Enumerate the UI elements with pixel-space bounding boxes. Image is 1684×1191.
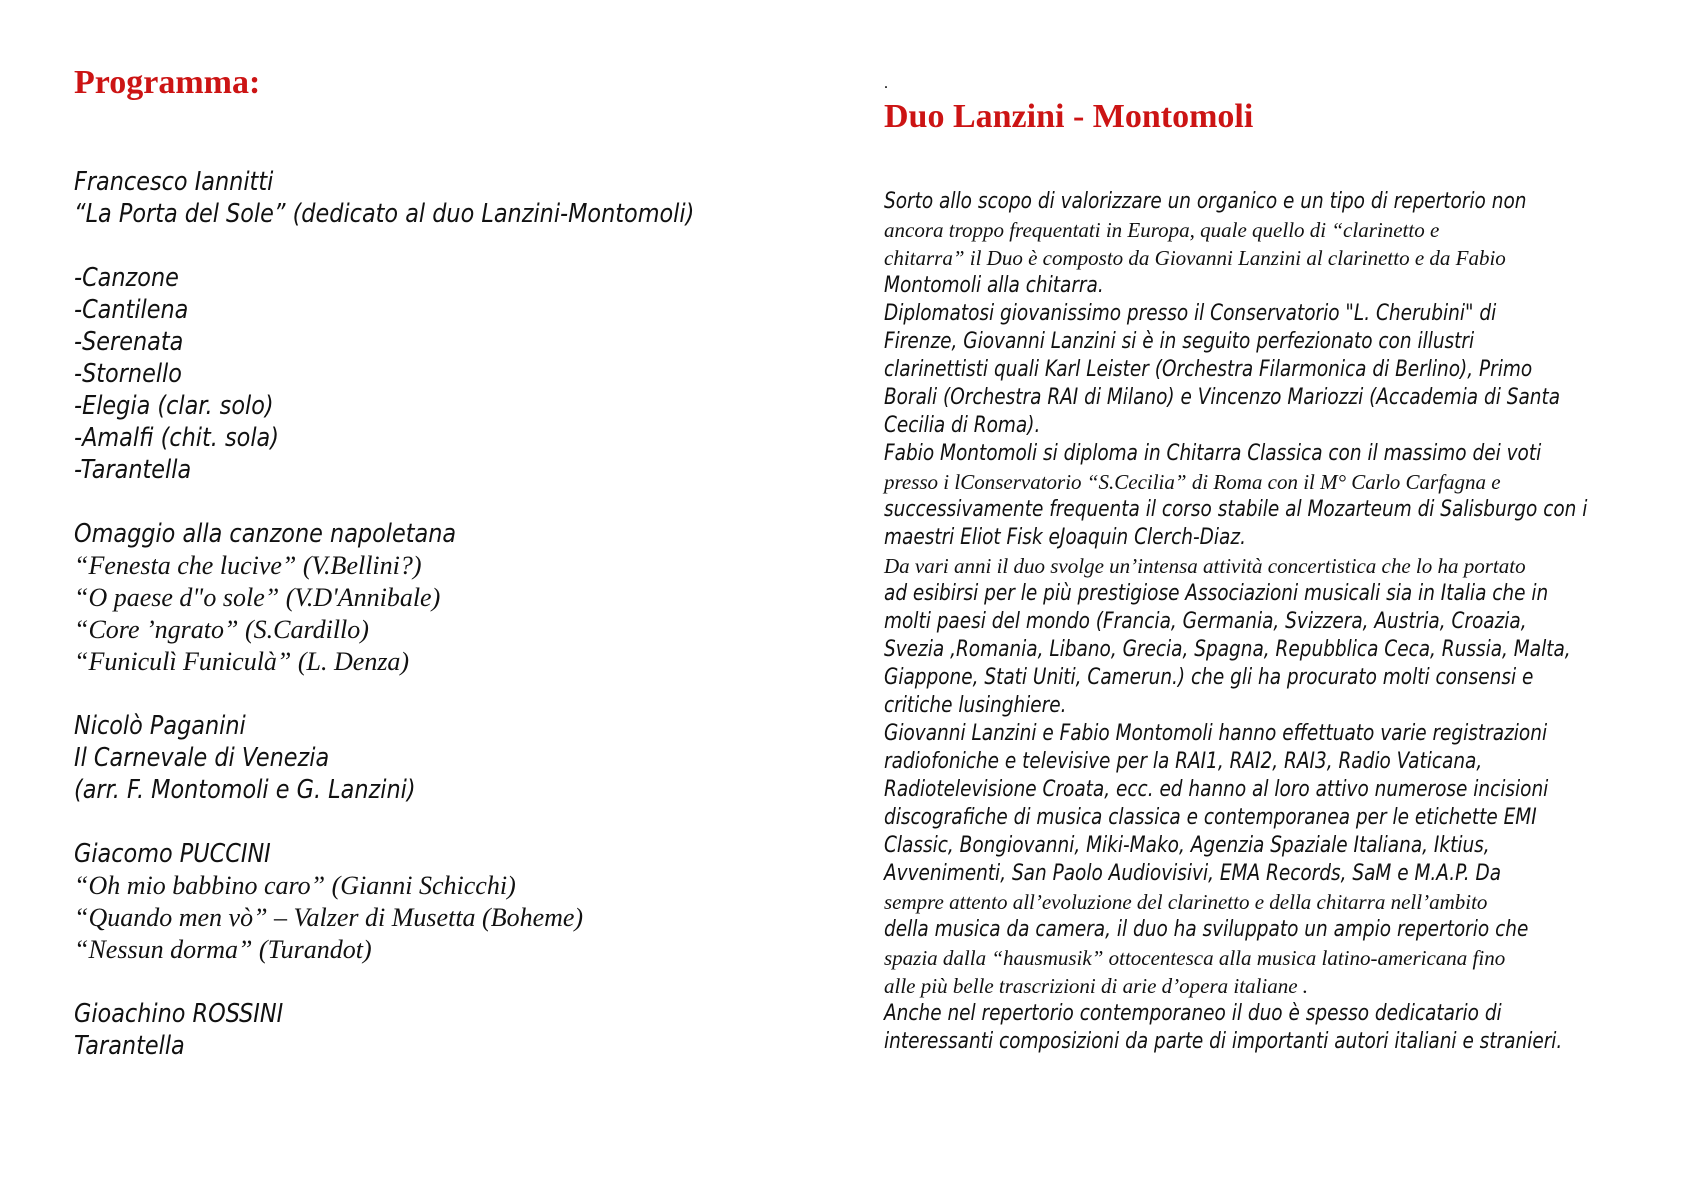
biography-line: Giappone, Stati Uniti, Camerun.) che gli ha procurato molti consensi e [884, 665, 1534, 690]
biography-line: Svezia ,Romania, Libano, Grecia, Spagna, Repubblica Ceca, Russia, Malta, [884, 637, 1571, 662]
program-line: (arr. F. Montomoli e G. Lanzini) [74, 775, 416, 805]
program-line: “Nessun dorma” (Turandot) [74, 935, 372, 964]
program-line: Francesco Iannitti [74, 167, 274, 197]
program-line: Il Carnevale di Venezia [74, 743, 330, 773]
program-group [74, 262, 834, 486]
biography-line: successivamente frequenta il corso stabile al Mozarteum di Salisburgo con i [884, 497, 1588, 522]
biography-line: molti paesi del mondo (Francia, Germania, Svizzera, Austria, Croazia, [884, 609, 1527, 634]
biography-line: discografiche di musica classica e contemporanea per le etichette EMI [884, 805, 1537, 830]
biography-line: clarinettisti quali Karl Leister (Orchestra Filarmonica di Berlino), Primo [884, 357, 1533, 382]
biography-line: presso i lConservatorio “S.Cecilia” di Roma con il M° Carlo Carfagna e [884, 470, 1501, 494]
program-line: -Cantilena [74, 295, 189, 325]
biography-line: Avvenimenti, San Paolo Audiovisivi, EMA Records, SaM e M.A.P. Da [884, 861, 1502, 886]
program-group [74, 166, 834, 230]
program-line: “La Porta del Sole” (dedicato al duo Lanzini-Montomoli) [74, 199, 695, 229]
stray-dot: . [884, 75, 888, 92]
program-line: “Oh mio babbino caro” (Gianni Schicchi) [74, 871, 516, 900]
biography-line: ad esibirsi per le più prestigiose Associazioni musicali sia in Italia che in [884, 581, 1549, 606]
program-line: Nicolò Paganini [74, 711, 246, 741]
program-line: Omaggio alla canzone napoletana [74, 519, 457, 549]
duo-column [884, 76, 1644, 1056]
biography-line: Giovanni Lanzini e Fabio Montomoli hanno effettuato varie registrazioni [884, 721, 1548, 746]
program-line: “Quando men vò” – Valzer di Musetta (Boheme) [74, 903, 584, 932]
program-line: “Fenesta che lucive” (V.Bellini?) [74, 551, 422, 580]
biography-line: interessanti composizioni da parte di importanti autori italiani e stranieri. [884, 1029, 1563, 1054]
biography-line: radiofoniche e televisive per la RAI1, RAI2, RAI3, Radio Vaticana, [884, 749, 1483, 774]
program-line: “Funiculì Funiculà” (L. Denza) [74, 647, 410, 676]
biography-line: sempre attento all’evoluzione del clarinetto e della chitarra nell’ambito [884, 890, 1488, 914]
program-list [74, 166, 834, 1062]
program-group [74, 518, 834, 678]
biography-line: della musica da camera, il duo ha sviluppato un ampio repertorio che [884, 917, 1529, 942]
program-group [74, 838, 834, 966]
program-group [74, 710, 834, 806]
biography-line: critiche lusinghiere. [884, 693, 1067, 718]
biography-line: ancora troppo frequentati in Europa, quale quello di “clarinetto e [884, 218, 1440, 242]
biography-line: Classic, Bongiovanni, Miki-Mako, Agenzia Spaziale Italiana, Iktius, [884, 833, 1490, 858]
program-title: Programma: [74, 64, 261, 101]
program-line: “O paese d"o sole” (V.D'Annibale) [74, 583, 441, 612]
biography-line: Montomoli alla chitarra. [884, 273, 1104, 298]
program-line: Giacomo PUCCINI [74, 839, 271, 869]
program-line: -Tarantella [74, 455, 192, 485]
duo-title: Duo Lanzini - Montomoli [884, 98, 1254, 135]
program-line: -Canzone [74, 263, 179, 293]
biography-line: alle più belle trascrizioni di arie d’opera italiane . [884, 974, 1309, 998]
program-line: -Amalfi (chit. sola) [74, 423, 279, 453]
biography-line: Anche nel repertorio contemporaneo il duo è spesso dedicatario di [884, 1001, 1502, 1026]
biography-line: Firenze, Giovanni Lanzini si è in seguito perfezionato con illustri [884, 329, 1475, 354]
biography-line: Cecilia di Roma). [884, 413, 1041, 438]
biography-line: spazia dalla “hausmusik” ottocentesca alla musica latino-americana fino [884, 946, 1506, 970]
biography-line: Fabio Montomoli si diploma in Chitarra Classica con il massimo dei voti [884, 441, 1542, 466]
program-line: -Stornello [74, 359, 182, 389]
biography-line: Da vari anni il duo svolge un’intensa attività concertistica che lo ha portato [884, 554, 1526, 578]
program-column [74, 66, 834, 1094]
biography-line: Borali (Orchestra RAI di Milano) e Vincenzo Mariozzi (Accademia di Santa [884, 385, 1561, 410]
biography-line: Radiotelevisione Croata, ecc. ed hanno al loro attivo numerose incisioni [884, 777, 1549, 802]
program-line: Gioachino ROSSINI [74, 999, 284, 1029]
program-line: -Serenata [74, 327, 184, 357]
biography-line: chitarra” il Duo è composto da Giovanni Lanzini al clarinetto e da Fabio [884, 246, 1506, 270]
program-group [74, 998, 834, 1062]
biography-line: Sorto allo scopo di valorizzare un organico e un tipo di repertorio non [884, 189, 1527, 214]
biography-line: maestri Eliot Fisk eJoaquin Clerch-Diaz. [884, 525, 1246, 550]
biography-line: Diplomatosi giovanissimo presso il Conservatorio "L. Cherubini" di [884, 301, 1497, 326]
program-line: -Elegia (clar. solo) [74, 391, 274, 421]
duo-biography [884, 188, 1644, 1056]
program-line: Tarantella [74, 1031, 185, 1061]
program-line: “Core ’ngrato” (S.Cardillo) [74, 615, 369, 644]
